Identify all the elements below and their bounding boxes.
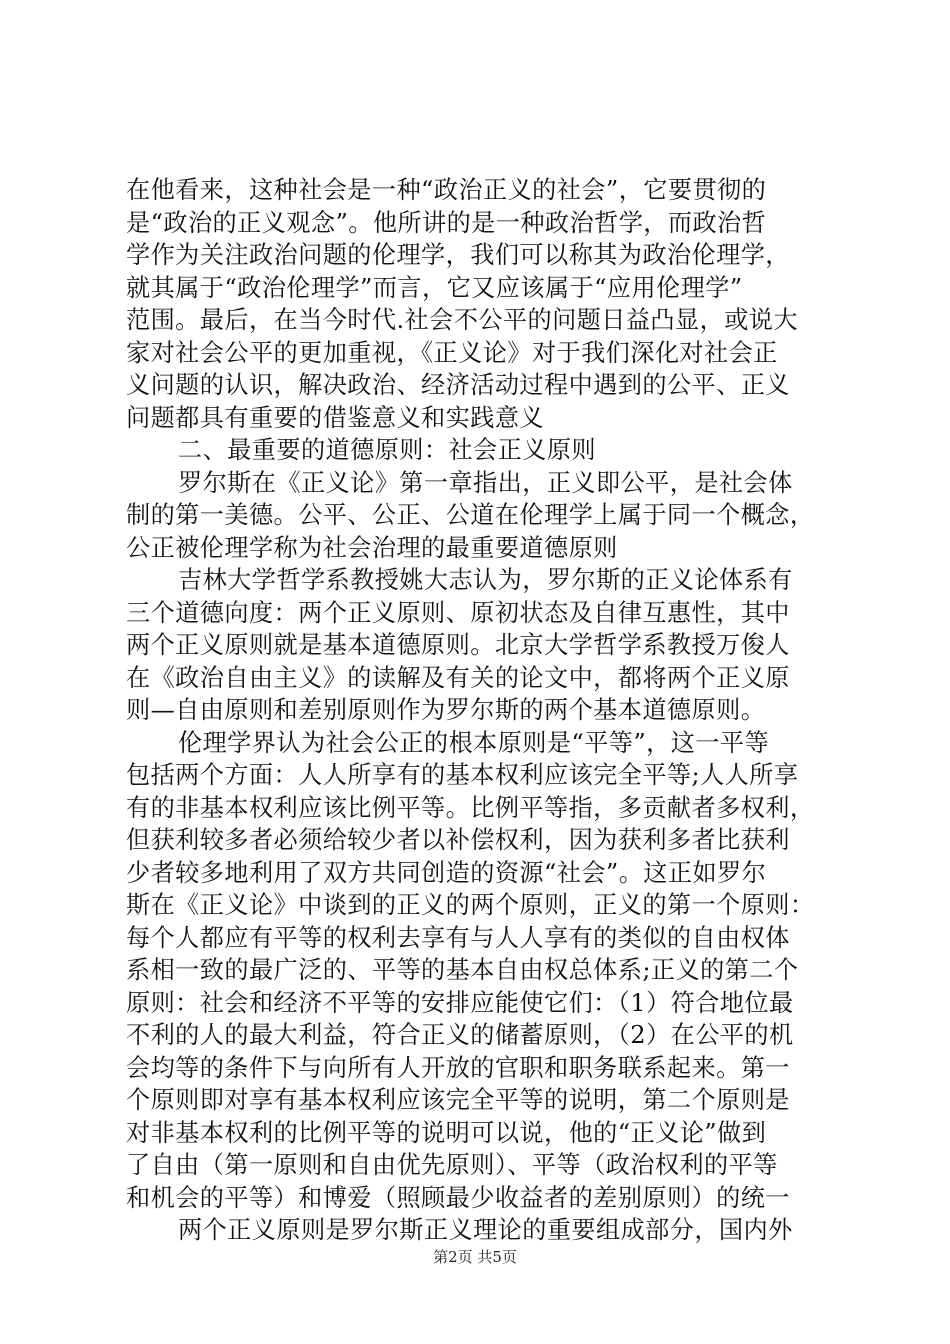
- text-line: 罗尔斯在《正义论》第一章指出，正义即公平，是社会体: [178, 468, 793, 497]
- text-line: 会均等的条件下与向所有人开放的官职和职务联系起来。第一: [126, 1053, 790, 1082]
- text-line: 包括两个方面：人人所享有的基本权利应该完全平等;人人所享: [126, 761, 799, 789]
- text-line: 原则：社会和经济不平等的安排应能使它们：（1）符合地位最: [126, 988, 794, 1017]
- text-line: 问题都具有重要的借鉴意义和实践意义: [126, 403, 544, 432]
- text-line: 两个正义原则是罗尔斯正义理论的重要组成部分，国内外: [178, 1216, 793, 1244]
- text-line: 制的第一美德。公平、公正、公道在伦理学上属于同一个概念，: [126, 501, 815, 529]
- text-line: 是“政治的正义观念”。他所讲的是一种政治哲学，而政治哲: [126, 208, 767, 237]
- text-line: 和机会的平等）和博爱（照顾最少收益者的差别原则）的统一: [126, 1183, 790, 1212]
- text-line: 两个正义原则就是基本道德原则。北京大学哲学系教授万俊人: [126, 631, 790, 659]
- text-line: 则—自由原则和差别原则作为罗尔斯的两个基本道德原则。: [126, 696, 766, 724]
- text-line: 系相一致的最广泛的、平等的基本自由权总体系;正义的第二个: [126, 956, 799, 984]
- document-body: [126, 174, 834, 1247]
- text-line: 公正被伦理学称为社会治理的最重要道德原则: [126, 533, 618, 562]
- text-line: 但获利较多者必须给较少者以补偿权利，因为获利多者比获利: [126, 826, 790, 854]
- text-line: 每个人都应有平等的权利去享有与人人享有的类似的自由权体: [126, 923, 790, 952]
- text-line: 斯在《正义论》中谈到的正义的两个原则，正义的第一个原则：: [126, 891, 815, 919]
- text-line: 少者较多地利用了双方共同创造的资源“社会”。这正如罗尔: [126, 858, 767, 887]
- text-line: 伦理学界认为社会公正的根本原则是“平等”，这一平等: [178, 728, 770, 757]
- text-line: 就其属于“政治伦理学”而言，它又应该属于“应用伦理学”: [126, 273, 743, 302]
- text-line: 了自由（第一原则和自由优先原则）、平等（政治权利的平等: [126, 1151, 778, 1179]
- text-line: 三个道德向度：两个正义原则、原初状态及自律互惠性，其中: [126, 598, 790, 627]
- page-number-footer: 第2页 共5页: [433, 1248, 517, 1266]
- text-line: 家对社会公平的更加重视，《正义论》对于我们深化对社会正: [126, 338, 778, 367]
- section-heading: 二、最重要的道德原则：社会正义原则: [178, 436, 596, 464]
- text-line: 不利的人的最大利益，符合正义的储蓄原则，（2）在公平的机: [126, 1021, 794, 1049]
- text-line: 对非基本权利的比例平等的说明可以说，他的“正义论”做到: [126, 1118, 767, 1147]
- text-line: 吉林大学哲学系教授姚大志认为，罗尔斯的正义论体系有: [178, 566, 793, 594]
- text-line: 范围。最后，在当今时代.社会不公平的问题日益凸显，或说大: [126, 306, 798, 334]
- text-line: 学作为关注政治问题的伦理学，我们可以称其为政治伦理学，: [126, 241, 790, 269]
- text-line: 在他看来，这种社会是一种“政治正义的社会”，它要贯彻的: [126, 176, 767, 204]
- text-line: 义问题的认识，解决政治、经济活动过程中遇到的公平、正义: [126, 371, 790, 399]
- text-line: 在《政治自由主义》的读解及有关的论文中，都将两个正义原: [126, 663, 790, 692]
- text-line: 个原则即对享有基本权利应该完全平等的说明，第二个原则是: [126, 1086, 790, 1114]
- text-line: 有的非基本权利应该比例平等。比例平等指，多贡献者多权利，: [126, 793, 815, 822]
